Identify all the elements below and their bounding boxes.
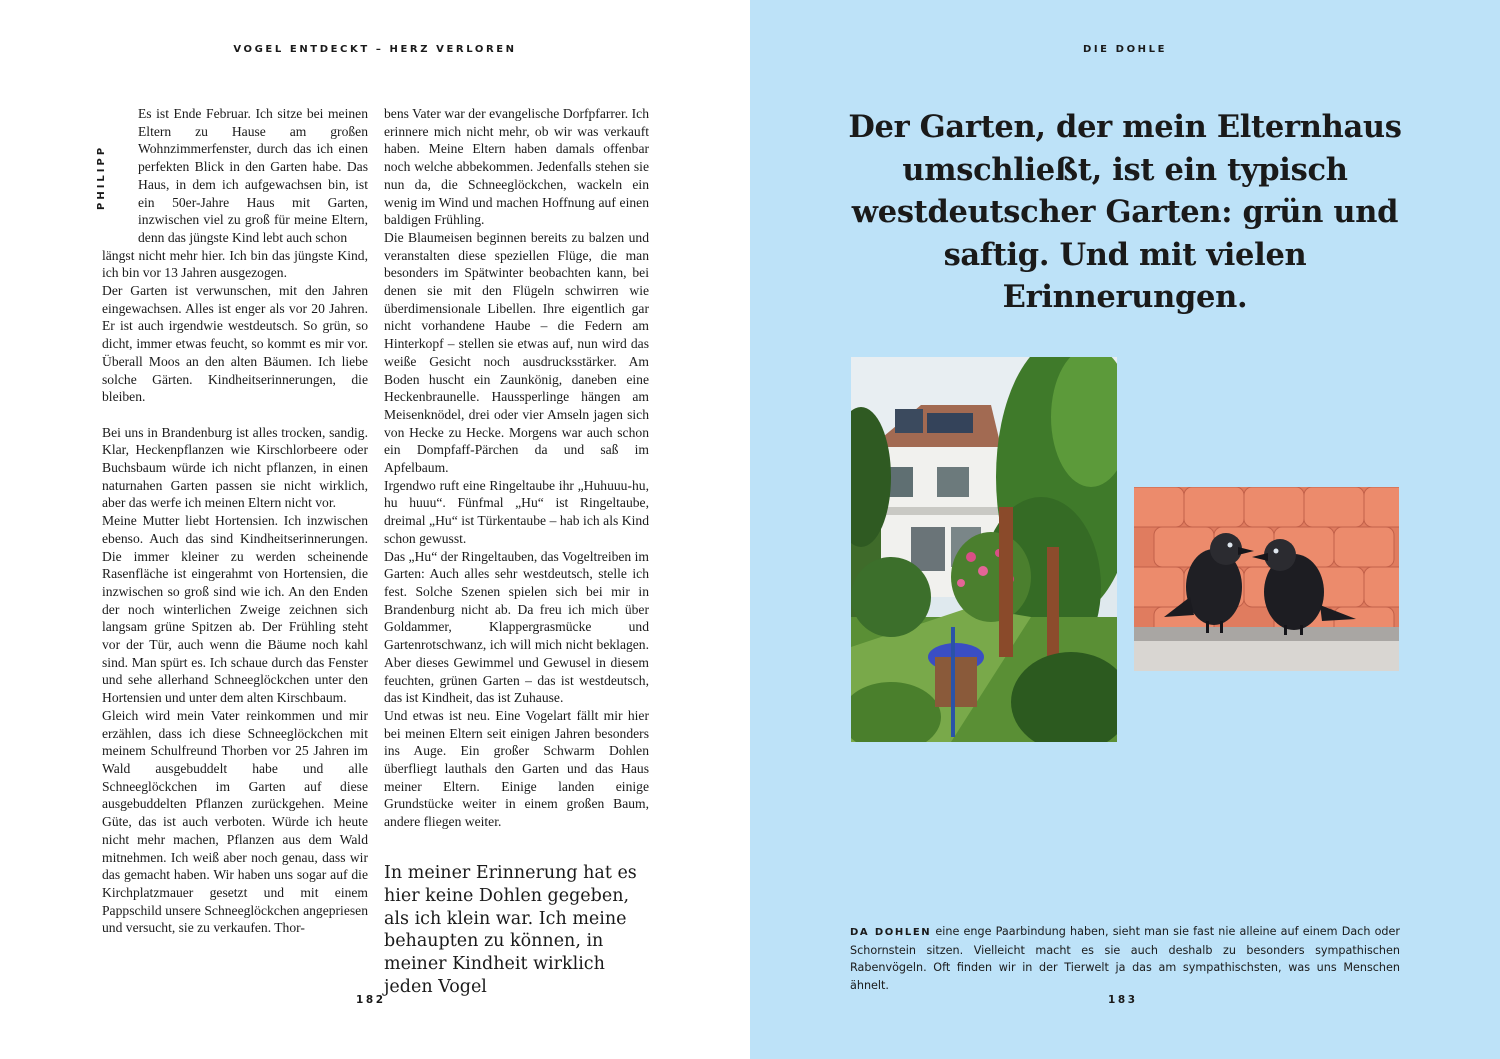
- paragraph: Das „Hu“ der Ringeltauben, das Vogeltreiben im Garten: Auch alles sehr westdeutsch, stelle ich fest. Solche Szenen spielen sich bei mir in Brandenburg nicht ab. Da freu ich mich über Goldammer, Klappergrasmücke und Gartenrotschwanz, ich will mich nicht beklagen. Aber dieses Gewimmel und Gewusel in diesem feuchten, grünen Garten – das ist westdeutsch, das ist Kindheit, das ist Zuhause.: [384, 548, 649, 706]
- text-column-2: [384, 105, 649, 831]
- running-head-left: VOGEL ENTDECKT – HERZ VERLOREN: [233, 44, 517, 55]
- paragraph: bens Vater war der evangelische Dorfpfarrer. Ich erinnere mich nicht mehr, ob wir was verkauft haben. Meine Eltern haben damals offenbar noch welche abbekommen. Jedenfalls stehen sie nun da, die Schneeglöckchen, wackeln ein wenig im Wind und machen Hoffnung auf einen baldigen Frühling.: [384, 106, 649, 228]
- garden-house-photo: [851, 357, 1117, 742]
- paragraph-intro: Es ist Ende Februar. Ich sitze bei meinen Eltern zu Hause am großen Wohnzimmerfenster, durch das ich einen perfekten Blick in den Garten habe. Das Haus, in dem ich aufgewachsen bin, ist ein 50er-Jahre Haus mit Garten, inzwischen viel zu groß für meine Eltern, denn das jüngste Kind lebt auch schon: [138, 106, 368, 245]
- caption-text: eine enge Paarbindung haben, sieht man sie fast nie alleine auf einem Dach oder Schornstein sitzen. Vielleicht macht es sie auch deshalb zu besonders sympathischen Rabenvögeln. Oft finden wir in der Tierwelt ja das am sympathischsten, was uns Menschen ähnelt.: [850, 925, 1400, 992]
- jackdaws-photo: [1134, 487, 1399, 671]
- paragraph: Die Blaumeisen beginnen bereits zu balzen und veranstalten diese speziellen Flüge, die man besonders im Spätwinter beobachten kann, bei denen sie mit den Flügeln schwirren wie überdimensionale Libellen. Ihre eigentlich gar nicht vorhandene Haube – die Federn am Hinterkopf – stellen sie etwas auf, nun wird das weiße Gesicht noch ausdrucksstärker. Am Boden huscht ein Zaunkönig, daneben eine Heckenbraunelle. Haussperlinge hängen am Meisenknödel, drei oder vier Amseln jagen sich von Hecke zu Hecke. Morgens war auch schon ein Dompfaff-Pärchen da und saß im Apfelbaum.: [384, 229, 649, 476]
- paragraph: Der Garten ist verwunschen, mit den Jahren eingewachsen. Alles ist enger als vor 20 Jahren. Er ist auch irgendwie westdeutsch. So grün, so dicht, immer etwas feucht, so kommt es mir vor. Überall Moos an den alten Bäumen. Ich liebe solche Gärten. Kindheitserinnerungen, die bleiben.: [102, 283, 368, 405]
- page-number-left: 182: [356, 994, 386, 1006]
- right-page: [750, 0, 1500, 1059]
- caption-lead: DA DOHLEN: [850, 927, 932, 938]
- paragraph: Bei uns in Brandenburg ist alles trocken, sandig. Klar, Heckenpflanzen wie Kirschlorbeere oder Buchsbaum würde ich nicht pflanzen, in einen naturnahen Garten passen sie nicht wirklich, aber das werfe ich meinen Eltern nicht vor.: [102, 424, 368, 511]
- paragraph: Irgendwo ruft eine Ringeltaube ihr „Huhuuu-hu, hu huuu“. Fünfmal „Hu“ ist Ringeltaube, dreimal „Hu“ ist Türkentaube – hab ich als Kind schon gewusst.: [384, 477, 649, 546]
- author-side-label: PHILIPP: [96, 144, 107, 210]
- text-column-1: [102, 105, 368, 937]
- paragraph: Meine Mutter liebt Hortensien. Ich inzwischen ebenso. Auch das sind Kindheitserinnerungen. Die immer kleiner zu werden scheinende Rasenfläche ist eingerahmt von Hortensien, die inzwischen so groß sind wie ich. An den Enden der noch winterlichen Zweige zeichnen sich langsam grüne Spitzen ab. Der Frühling steht vor der Tür, auch wenn die Bäume noch kahl sind. Man spürt es. Ich schaue durch das Fenster und sehe allerhand Schneeglöckchen unter den Hortensien und unter dem alten Kirschbaum.: [102, 513, 368, 706]
- paragraph: Und etwas ist neu. Eine Vogelart fällt mir hier bei meinen Eltern seit einigen Jahren besonders ins Auge. Ein großer Schwarm Dohlen überfliegt lauthals den Garten und das Haus meiner Eltern. Einige landen einige Grundstücke weiter in einem großen Baum, andere fliegen weiter.: [384, 707, 649, 830]
- running-head-right: DIE DOHLE: [1082, 44, 1168, 55]
- paragraph: Gleich wird mein Vater reinkommen und mir erzählen, dass ich diese Schneeglöckchen mit meinem Schulfreund Thorben vor 25 Jahren im Wald ausgebuddelt habe und alle Schneeglöckchen im Garten auf diese ausgebuddelten Pflanzen zurückgehen. Meine Güte, das ist auch verboten. Würde ich heute nicht mehr machen, Pflanzen aus dem Wald mitnehmen. Ich weiß aber noch genau, dass wir das gemacht haben. Wir haben uns sogar auf die Kirchplatzmauer gesetzt und mit einem Pappschild unsere Schneeglöckchen angepriesen und versucht, sie zu verkaufen. Thor-: [102, 707, 368, 936]
- photo-caption: [850, 923, 1400, 994]
- paragraph: längst nicht mehr hier. Ich bin das jüngste Kind, ich bin vor 13 Jahren ausgezogen.: [102, 247, 368, 281]
- page-number-right: 183: [1108, 994, 1138, 1006]
- pull-quote: In meiner Erinnerung hat es hier keine Dohlen gegeben, als ich klein war. Ich meine behaupten zu können, in meiner Kindheit wirklich jeden Vogel: [384, 863, 637, 997]
- headline-quote: Der Garten, der mein Elternhaus umschließt, ist ein typisch westdeutscher Garten: grün und saftig. Und mit vielen Erinnerungen.: [848, 109, 1402, 315]
